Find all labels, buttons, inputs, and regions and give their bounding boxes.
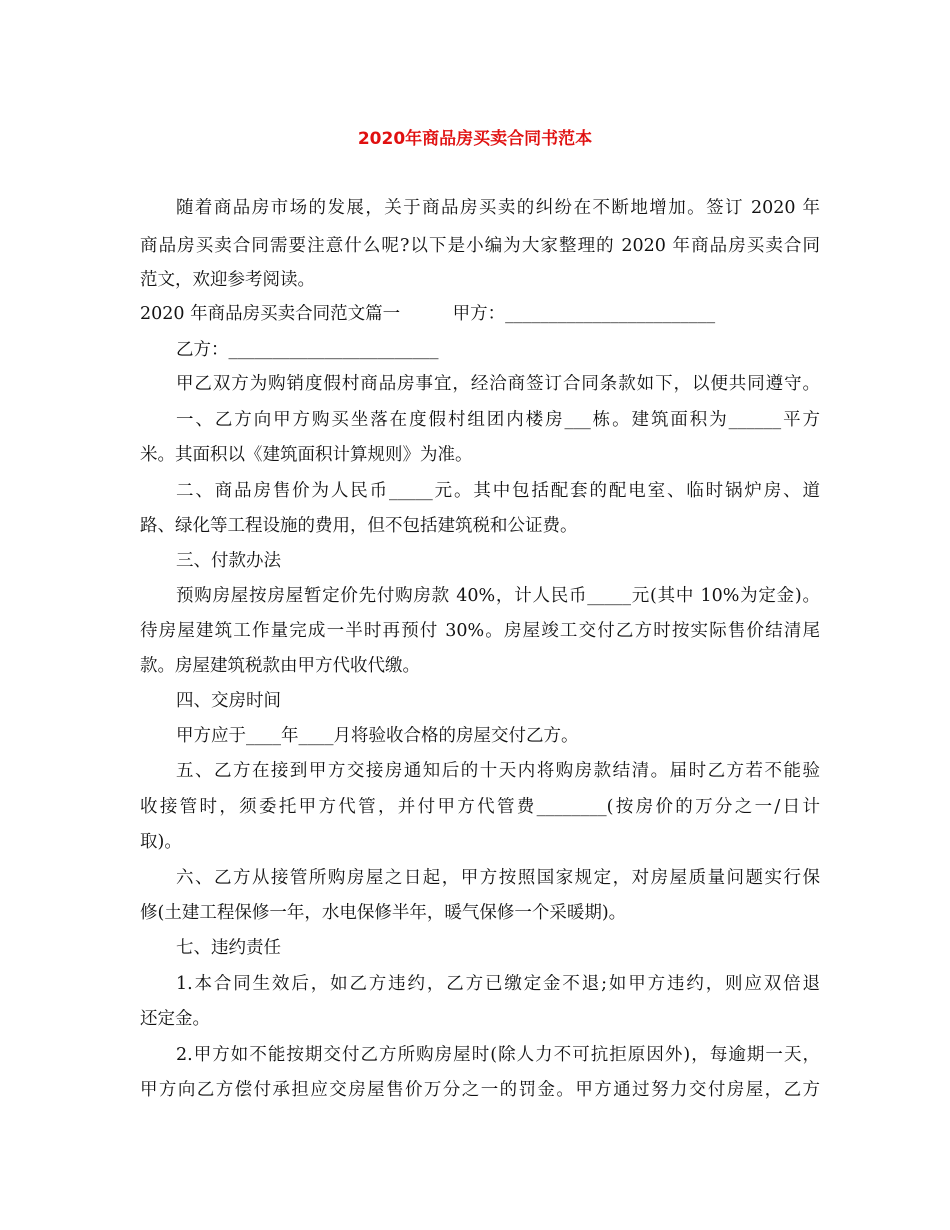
- paragraph-line: 米。其面积以《建筑面积计算规则》为准。: [140, 445, 473, 465]
- paragraph-line: 五、乙方在接到甲方交接房通知后的十天内将购房款结清。届时乙方若不能验: [176, 761, 820, 781]
- paragraph-line: 乙方：________________________: [176, 340, 439, 360]
- paragraph-line: 收接管时，须委托甲方代管，并付甲方代管费________(按房价的万分之一/日计: [140, 797, 820, 817]
- paragraph-line: 二、商品房售价为人民币_____元。其中包括配套的配电室、临时锅炉房、道: [176, 481, 820, 501]
- document-title: 2020年商品房买卖合同书范本: [357, 129, 593, 149]
- paragraph-line: 2.甲方如不能按期交付乙方所购房屋时(除人力不可抗拒原因外)，每逾期一天，: [176, 1045, 820, 1065]
- paragraph-line: 取)。: [140, 832, 182, 852]
- paragraph-line: 七、违约责任: [176, 938, 281, 958]
- paragraph-line: 六、乙方从接管所购房屋之日起，甲方按照国家规定，对房屋质量问题实行保: [176, 868, 820, 888]
- paragraph-line: 款。房屋建筑税款由甲方代收代缴。: [140, 656, 420, 676]
- paragraph-line: 三、付款办法: [176, 551, 281, 571]
- paragraph-line: 四、交房时间: [176, 691, 281, 711]
- paragraph-line: 路、绿化等工程设施的费用，但不包括建筑税和公证费。: [140, 516, 578, 536]
- paragraph-line: 预购房屋按房屋暂定价先付购房款 40%，计人民币_____元(其中 10%为定金)。: [176, 586, 820, 606]
- paragraph-line: 还定金。: [140, 1009, 210, 1029]
- paragraph-line: 范文，欢迎参考阅读。: [140, 270, 315, 290]
- paragraph-line: 1.本合同生效后，如乙方违约，乙方已缴定金不退;如甲方违约，则应双倍退: [176, 974, 820, 994]
- paragraph-line: 待房屋建筑工作量完成一半时再预付 30%。房屋竣工交付乙方时按实际售价结清尾: [140, 621, 820, 641]
- paragraph-line: 修(土建工程保修一年，水电保修半年，暖气保修一个采暖期)。: [140, 903, 627, 923]
- paragraph-line: 一、乙方向甲方购买坐落在度假村组团内楼房___栋。建筑面积为______平方: [176, 410, 820, 430]
- paragraph-line: 随着商品房市场的发展，关于商品房买卖的纠纷在不断地增加。签订 2020 年: [176, 198, 820, 218]
- paragraph-line: 甲方向乙方偿付承担应交房屋售价万分之一的罚金。甲方通过努力交付房屋，乙方: [140, 1080, 820, 1100]
- paragraph-line: 甲乙双方为购销度假村商品房事宜，经洽商签订合同条款如下，以便共同遵守。: [176, 374, 820, 394]
- paragraph-line: 甲方应于____年____月将验收合格的房屋交付乙方。: [176, 726, 579, 746]
- paragraph-line: 商品房买卖合同需要注意什么呢?以下是小编为大家整理的 2020 年商品房买卖合同: [140, 236, 820, 256]
- paragraph-line: 2020 年商品房买卖合同范文篇一 甲方：________________________: [140, 304, 716, 324]
